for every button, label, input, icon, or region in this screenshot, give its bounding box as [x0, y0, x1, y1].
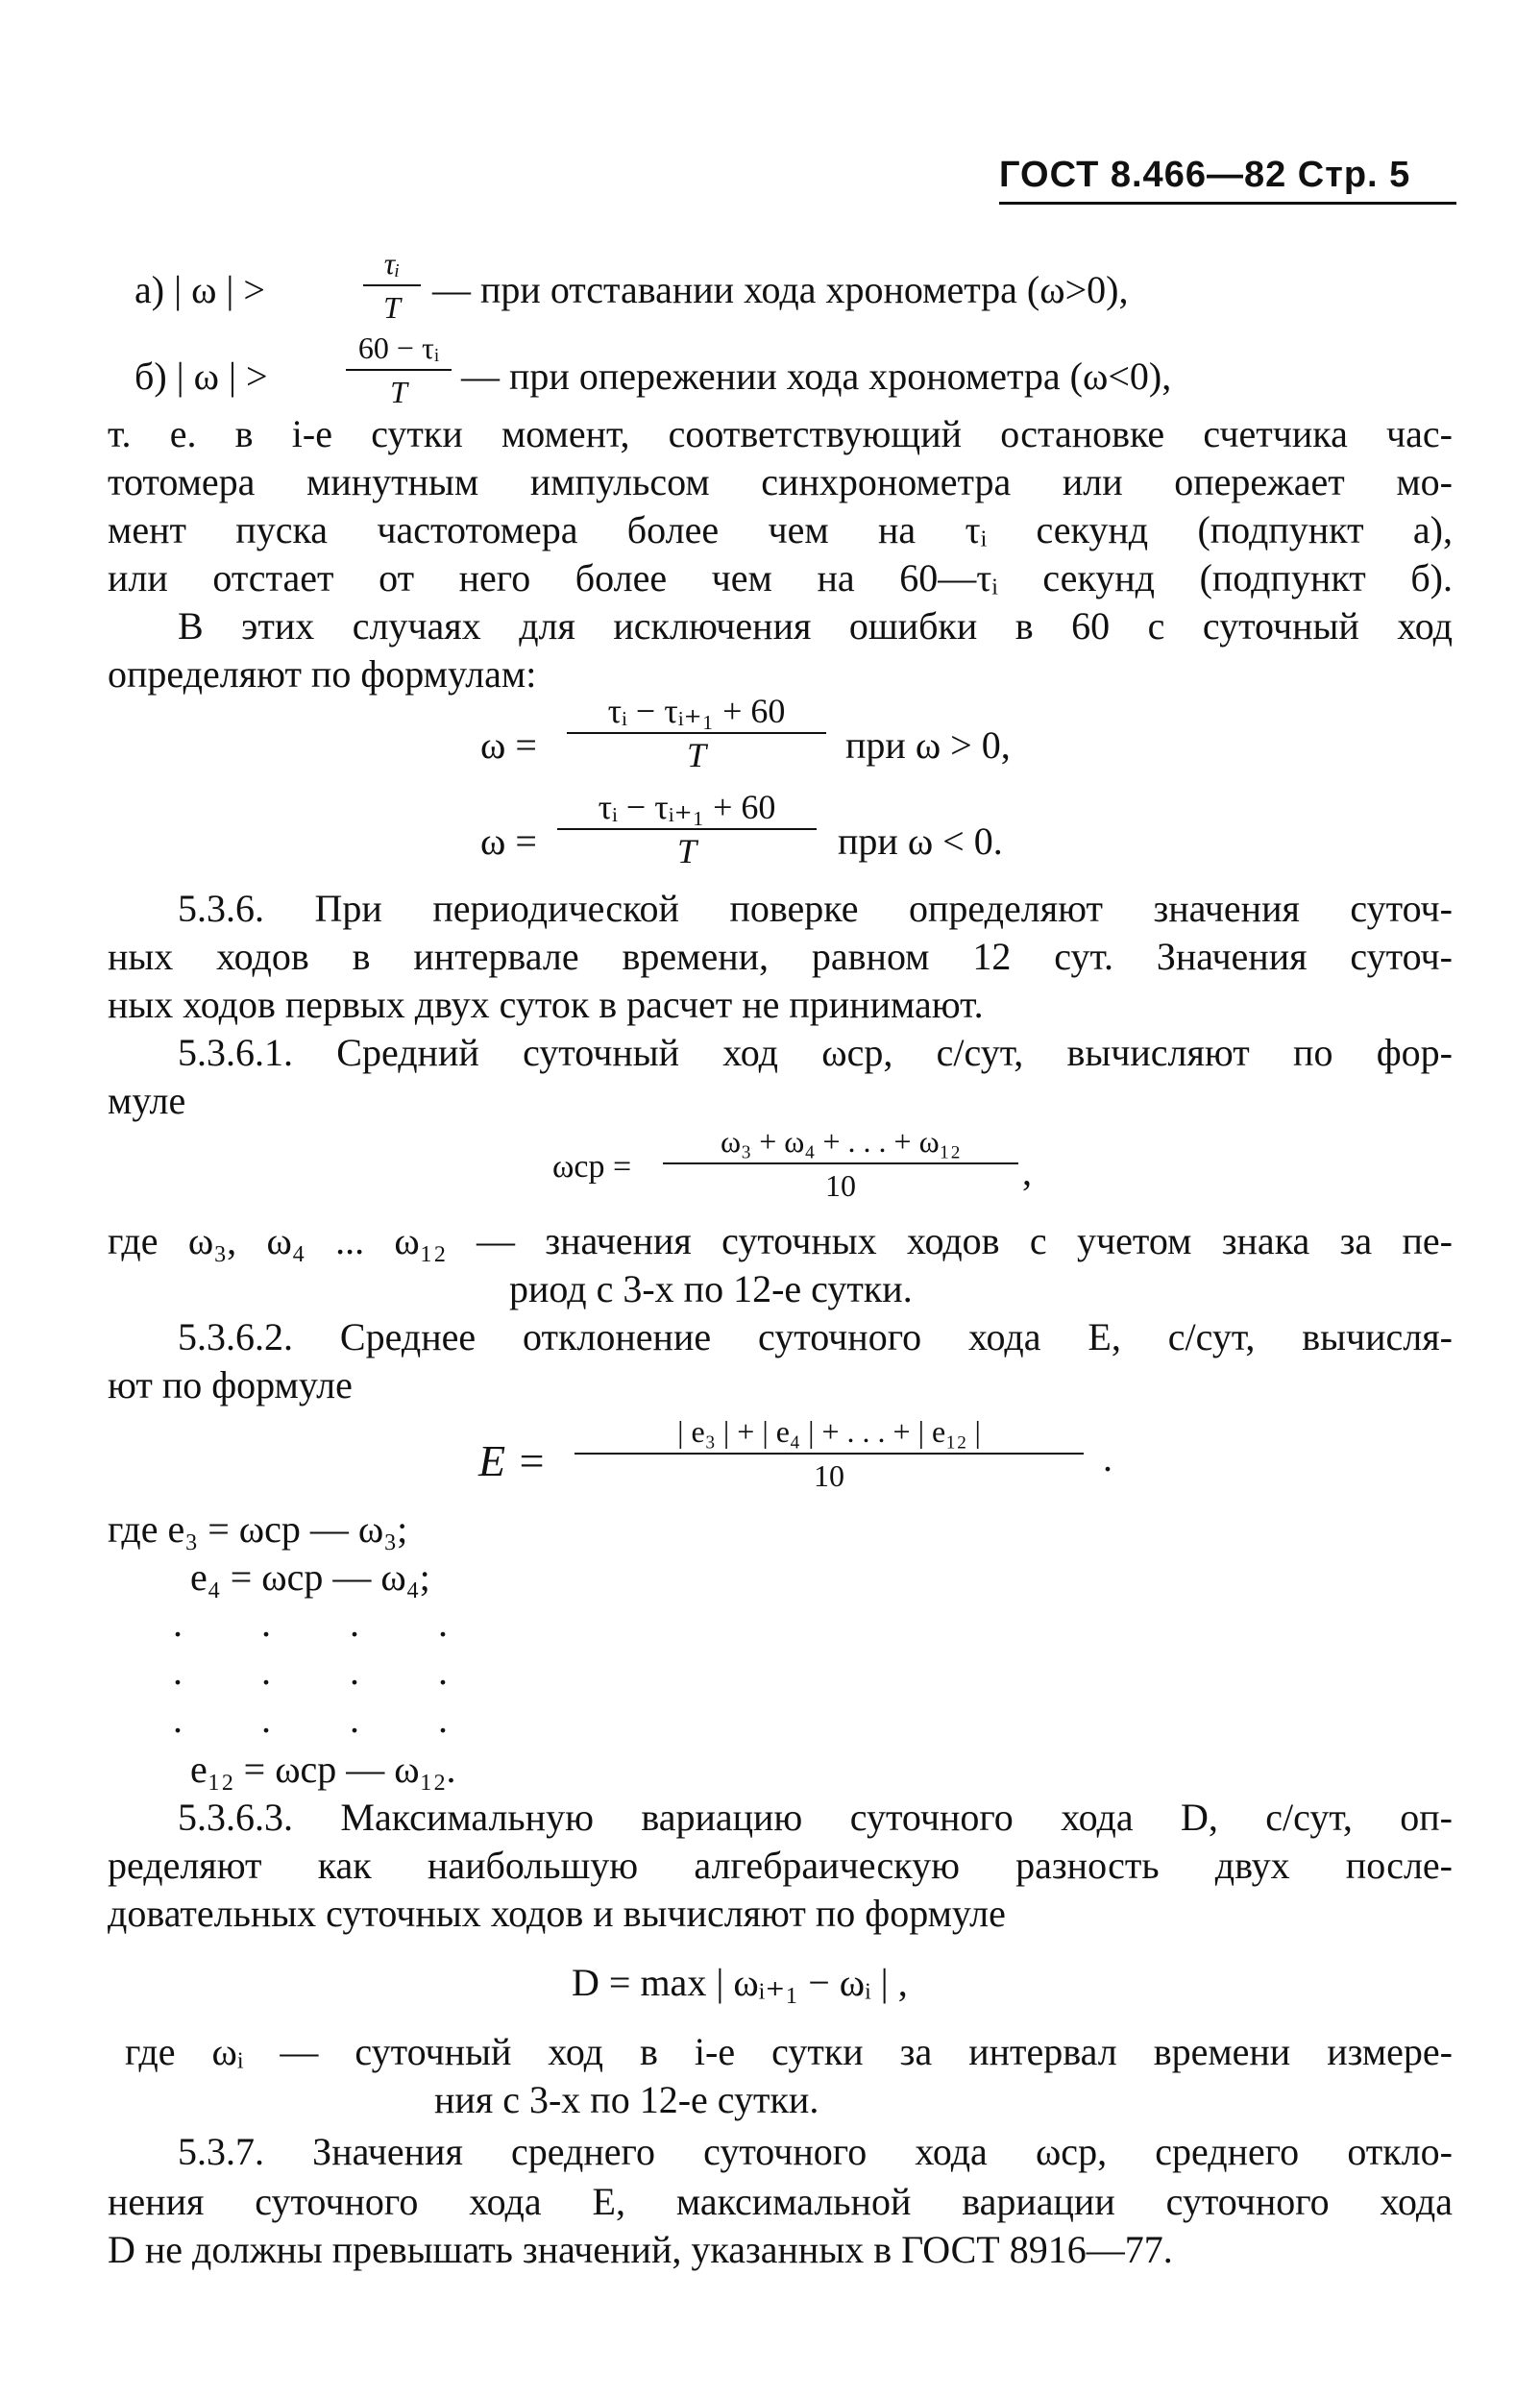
- formula-e-fraction: [574, 1410, 1084, 1497]
- paragraph-line: 5.3.6. При периодической поверке определяют значения суточ-: [178, 887, 1453, 930]
- paragraph-line: определяют по формулам:: [108, 652, 537, 696]
- fraction-denominator: 10: [814, 1458, 844, 1493]
- header-rule: [999, 202, 1456, 205]
- paragraph-line: довательных суточных ходов и вычисляют по формуле: [108, 1892, 1006, 1935]
- fraction-denominator: T: [383, 290, 401, 325]
- formula-lhs: ωср =: [552, 1149, 632, 1185]
- paragraph-line: 5.3.6.3. Максимальную вариацию суточного хода D, с/сут, оп-: [178, 1796, 1453, 1839]
- condition-b-fraction: [346, 327, 452, 413]
- formula-2-fraction: [557, 786, 817, 872]
- paragraph-line: ют по формуле: [108, 1363, 353, 1406]
- fraction-numerator: ω₃ + ω₄ + . . . + ω₁₂: [721, 1124, 961, 1159]
- paragraph-line: где e₃ = ωср — ω₃;: [108, 1507, 408, 1551]
- paragraph-line: В этих случаях для исключения ошибки в 60 с суточный ход: [178, 604, 1453, 648]
- condition-a-prefix: а) | ω | >: [134, 268, 265, 311]
- condition-b-prefix: б) | ω | >: [134, 355, 268, 398]
- fraction-denominator: T: [686, 736, 707, 774]
- formula-lhs: ω =: [480, 819, 537, 863]
- formula-1-fraction: [567, 690, 826, 776]
- ellipsis-row: . . . .: [173, 1650, 482, 1693]
- condition-b-text: — при опережении хода хронометра (ω<0),: [461, 355, 1172, 398]
- paragraph-line: или отстает от него более чем на 60—τᵢ секунд (подпункт б).: [108, 556, 1453, 599]
- fraction-numerator: τᵢ: [383, 246, 401, 281]
- paragraph-line: где ωᵢ — суточный ход в i-е сутки за интервал времени измере-: [125, 2030, 1453, 2073]
- paragraph-line: мент пуска частотомера более чем на τᵢ секунд (подпункт а),: [108, 508, 1453, 551]
- formula-tail: ,: [1022, 1150, 1032, 1193]
- paragraph-line: 5.3.7. Значения среднего суточного хода ωср, среднего откло-: [178, 2130, 1453, 2173]
- formula-lhs: E =: [478, 1436, 547, 1485]
- page-header: ГОСТ 8.466—82 Стр. 5: [999, 155, 1411, 195]
- paragraph-line: D не должны превышать значений, указанных в ГОСТ 8916—77.: [108, 2228, 1173, 2271]
- formula-d: D = max | ωᵢ₊₁ − ωᵢ | ,: [572, 1961, 908, 2004]
- fraction-numerator: | e₃ | + | e₄ | + . . . + | e₁₂ |: [677, 1414, 981, 1449]
- formula-lhs: ω =: [480, 723, 537, 767]
- condition-a-fraction: [363, 242, 421, 329]
- formula-tail: .: [1103, 1436, 1112, 1480]
- formula-condition: при ω > 0,: [845, 723, 1011, 767]
- fraction-numerator: 60 − τᵢ: [357, 330, 440, 365]
- paragraph-line: где ω₃, ω₄ ... ω₁₂ — значения суточных ходов с учетом знака за пе-: [108, 1219, 1453, 1262]
- paragraph-line: риод с 3-х по 12-е сутки.: [509, 1267, 913, 1310]
- fraction-denominator: T: [676, 832, 697, 870]
- fraction-denominator: T: [390, 375, 407, 409]
- paragraph-line: e₄ = ωср — ω₄;: [190, 1555, 430, 1599]
- paragraph-line: нения суточного хода E, максимальной вариации суточного хода: [108, 2180, 1453, 2223]
- paragraph-line: ных ходов в интервале времени, равном 12 сут. Значения суточ-: [108, 935, 1453, 978]
- paragraph-line: ния с 3-х по 12-е сутки.: [434, 2078, 819, 2121]
- paragraph-line: 5.3.6.1. Средний суточный ход ωср, с/сут, вычисляют по фор-: [178, 1031, 1453, 1074]
- paragraph-line: муле: [108, 1079, 186, 1122]
- fraction-numerator: τᵢ − τᵢ₊₁ + 60: [607, 692, 786, 730]
- fraction-numerator: τᵢ − τᵢ₊₁ + 60: [598, 788, 776, 826]
- paragraph-line: ных ходов первых двух суток в расчет не принимают.: [108, 983, 984, 1026]
- ellipsis-row: . . . .: [173, 1602, 482, 1645]
- condition-a-text: — при отставании хода хронометра (ω>0),: [432, 268, 1129, 311]
- paragraph-line: 5.3.6.2. Среднее отклонение суточного хода E, с/сут, вычисля-: [178, 1315, 1453, 1358]
- fraction-denominator: 10: [825, 1168, 856, 1203]
- paragraph-line: e₁₂ = ωср — ω₁₂.: [190, 1748, 456, 1791]
- paragraph-line: ределяют как наибольшую алгебраическую разность двух после-: [108, 1844, 1453, 1887]
- ellipsis-row: . . . .: [173, 1698, 482, 1741]
- formula-mean-fraction: [663, 1120, 1018, 1207]
- formula-condition: при ω < 0.: [838, 819, 1003, 863]
- paragraph-line: тотомера минутным импульсом синхронометра или опережает мо-: [108, 460, 1453, 503]
- paragraph-line: т. е. в i-е сутки момент, соответствующий остановке счетчика час-: [108, 412, 1453, 455]
